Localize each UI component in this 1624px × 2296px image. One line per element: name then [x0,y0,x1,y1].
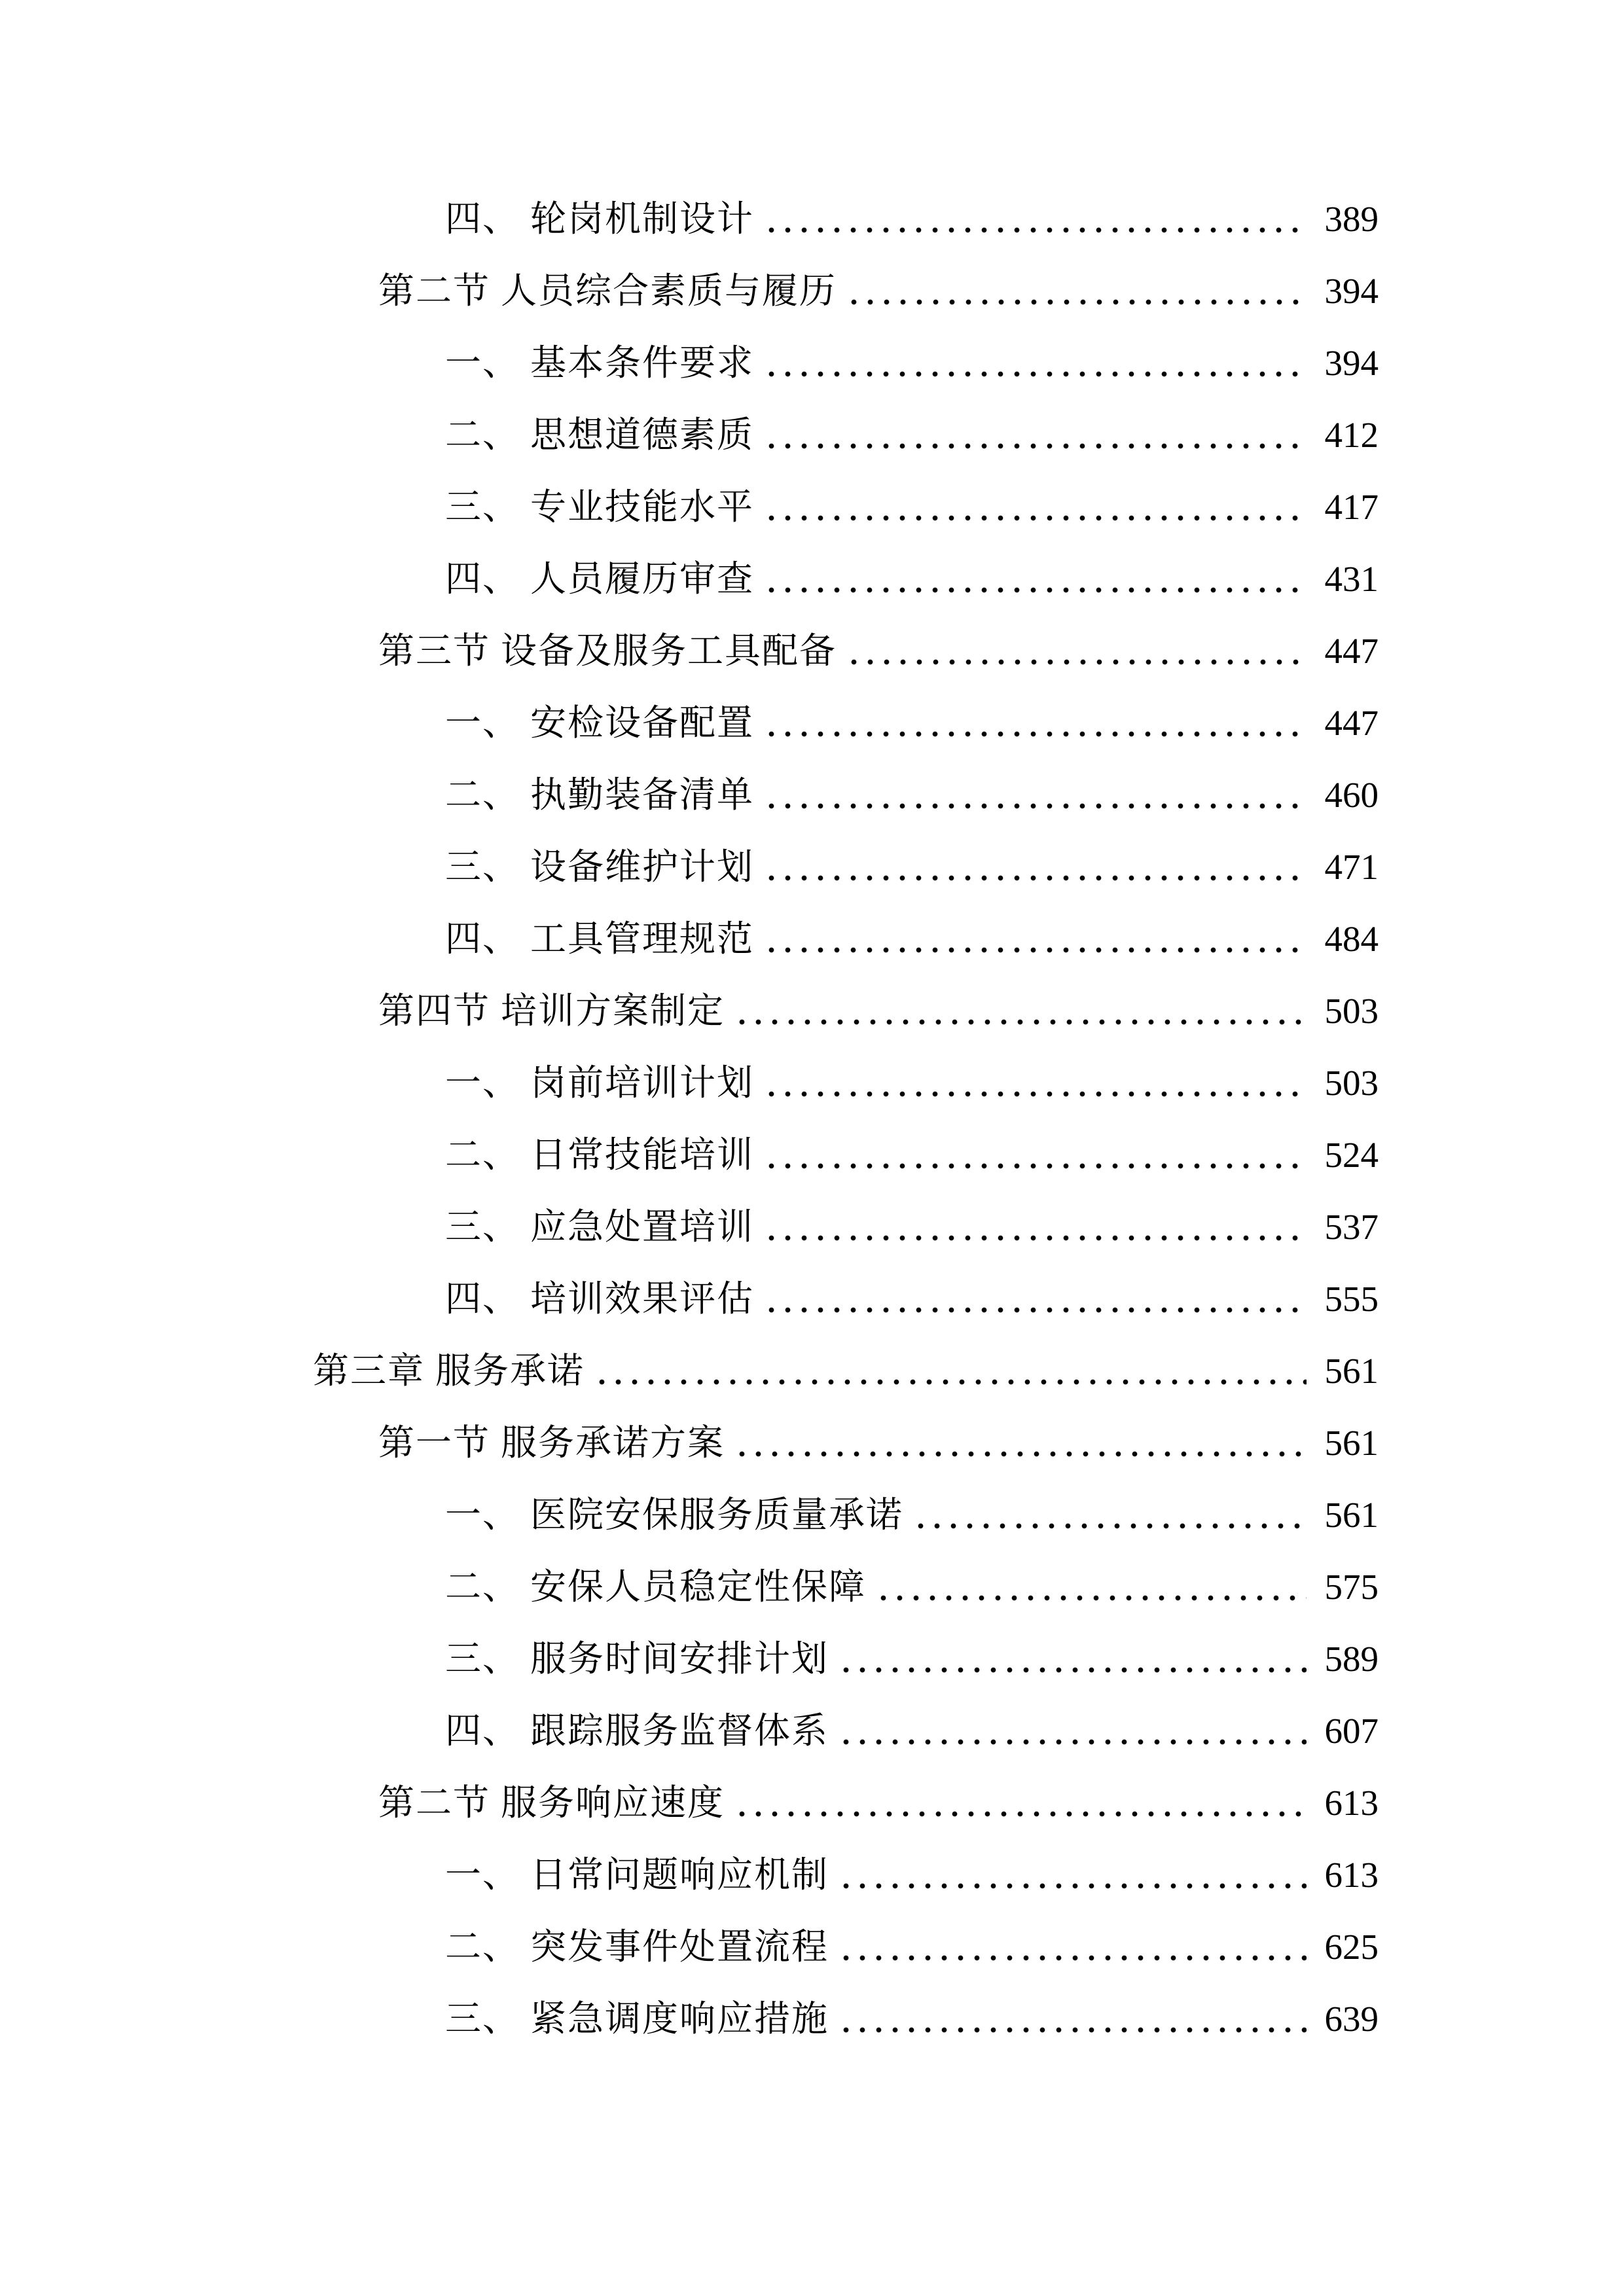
toc-entry-title: 日常问题响应机制 [530,1854,829,1895]
toc-entry-page-number: 613 [1324,1854,1379,1895]
toc-entry-title: 人员综合素质与履历 [501,270,837,311]
dot-leader [763,1163,1307,1169]
toc-entry-item[interactable] [0,1695,1624,1767]
dot-leader [763,587,1307,593]
toc-entry-title: 安保人员稳定性保障 [530,1566,867,1607]
toc-entry-item[interactable] [0,1623,1624,1695]
dot-leader [846,299,1307,305]
toc-entry-title: 日常技能培训 [530,1134,755,1175]
toc-entry-page-number: 589 [1324,1638,1379,1679]
toc-entry-item[interactable] [0,183,1624,255]
toc-entry-number-label: 四、 [445,558,520,599]
toc-entry-page-number: 607 [1324,1710,1379,1751]
toc-entry-title: 医院安保服务质量承诺 [530,1494,904,1535]
toc-entry-item[interactable] [0,687,1624,759]
toc-entry-section[interactable] [0,615,1624,687]
toc-entry-title: 安检设备配置 [530,702,755,743]
dot-leader [734,1019,1307,1025]
toc-entry-section[interactable] [0,255,1624,327]
toc-entry-title: 突发事件处置流程 [530,1926,829,1967]
toc-entry-number-label: 二、 [445,1926,520,1967]
dot-leader [838,2027,1307,2033]
toc-entry-title: 应急处置培训 [530,1206,755,1247]
dot-leader [763,227,1307,233]
toc-entry-title: 紧急调度响应措施 [530,1998,829,2039]
toc-entry-item[interactable] [0,1263,1624,1335]
toc-entry-number-label: 三、 [445,486,520,527]
toc-list [0,183,1624,2054]
dot-leader [763,1307,1307,1313]
toc-entry-number-label: 二、 [445,774,520,815]
toc-entry-page-number: 484 [1324,918,1379,959]
dot-leader [846,659,1307,665]
toc-entry-page-number: 394 [1324,270,1379,311]
toc-entry-title: 岗前培训计划 [530,1062,755,1103]
toc-entry-title: 设备维护计划 [530,846,755,887]
dot-leader [763,515,1307,521]
toc-entry-number-label: 四、 [445,1710,520,1751]
toc-entry-number-label: 三、 [445,846,520,887]
toc-entry-title: 培训方案制定 [501,990,725,1031]
toc-entry-title: 基本条件要求 [530,342,755,383]
toc-entry-item[interactable] [0,1047,1624,1119]
toc-entry-number-label: 一、 [445,1062,520,1103]
toc-entry-number-label: 三、 [445,1638,520,1679]
toc-entry-page-number: 561 [1324,1494,1379,1535]
toc-entry-title: 培训效果评估 [530,1278,755,1319]
toc-entry-item[interactable] [0,327,1624,399]
toc-entry-page-number: 555 [1324,1278,1379,1319]
toc-entry-title: 思想道德素质 [530,414,755,455]
toc-entry-item[interactable] [0,1551,1624,1623]
toc-entry-item[interactable] [0,1839,1624,1910]
toc-entry-item[interactable] [0,759,1624,831]
toc-entry-item[interactable] [0,543,1624,615]
toc-entry-number-label: 三、 [445,1998,520,2039]
dot-leader [875,1595,1307,1601]
dot-leader [734,1811,1307,1817]
dot-leader [838,1883,1307,1889]
toc-entry-title: 专业技能水平 [530,486,755,527]
toc-entry-number-label: 四、 [445,918,520,959]
dot-leader [763,875,1307,881]
dot-leader [763,947,1307,953]
dot-leader [594,1379,1307,1385]
toc-entry-number-label: 第二节 [378,270,491,311]
toc-entry-title: 轮岗机制设计 [530,198,755,239]
dot-leader [763,731,1307,737]
toc-entry-page-number: 431 [1324,558,1379,599]
toc-entry-item[interactable] [0,1910,1624,1982]
toc-entry-title: 设备及服务工具配备 [501,630,837,671]
toc-entry-page-number: 613 [1324,1782,1379,1823]
toc-entry-title: 服务承诺 [435,1350,585,1391]
toc-entry-title: 人员履历审查 [530,558,755,599]
toc-entry-number-label: 三、 [445,1206,520,1247]
toc-entry-page-number: 537 [1324,1206,1379,1247]
toc-entry-title: 跟踪服务监督体系 [530,1710,829,1751]
dot-leader [912,1523,1307,1529]
toc-entry-number-label: 一、 [445,1854,520,1895]
toc-entry-title: 执勤装备清单 [530,774,755,815]
toc-entry-page-number: 394 [1324,342,1379,383]
toc-entry-item[interactable] [0,903,1624,975]
dot-leader [838,1739,1307,1745]
toc-entry-page-number: 625 [1324,1926,1379,1967]
toc-entry-item[interactable] [0,1119,1624,1191]
toc-entry-page-number: 575 [1324,1566,1379,1607]
toc-entry-item[interactable] [0,831,1624,903]
toc-entry-number-label: 第一节 [378,1422,491,1463]
toc-entry-page-number: 417 [1324,486,1379,527]
toc-entry-page-number: 447 [1324,702,1379,743]
toc-entry-number-label: 四、 [445,198,520,239]
toc-entry-page-number: 447 [1324,630,1379,671]
toc-entry-page-number: 561 [1324,1350,1379,1391]
toc-entry-number-label: 一、 [445,342,520,383]
toc-entry-page-number: 471 [1324,846,1379,887]
dot-leader [734,1451,1307,1457]
toc-entry-item[interactable] [0,1191,1624,1263]
toc-entry-chapter[interactable] [0,1335,1624,1407]
toc-entry-page-number: 639 [1324,1998,1379,2039]
toc-entry-number-label: 第三章 [313,1350,425,1391]
toc-entry-section[interactable] [0,1407,1624,1479]
toc-entry-page-number: 412 [1324,414,1379,455]
toc-entry-page-number: 503 [1324,1062,1379,1103]
toc-entry-item[interactable] [0,471,1624,543]
dot-leader [763,443,1307,449]
dot-leader [763,1235,1307,1241]
toc-entry-title: 工具管理规范 [530,918,755,959]
dot-leader [838,1667,1307,1673]
dot-leader [763,1091,1307,1097]
toc-entry-number-label: 二、 [445,414,520,455]
toc-entry-item[interactable] [0,399,1624,471]
toc-entry-section[interactable] [0,1767,1624,1839]
toc-entry-number-label: 第四节 [378,990,491,1031]
toc-entry-page-number: 460 [1324,774,1379,815]
toc-entry-number-label: 第三节 [378,630,491,671]
toc-entry-title: 服务承诺方案 [501,1422,725,1463]
toc-entry-number-label: 一、 [445,1494,520,1535]
toc-entry-section[interactable] [0,975,1624,1047]
toc-entry-number-label: 四、 [445,1278,520,1319]
toc-entry-number-label: 第二节 [378,1782,491,1823]
toc-entry-page-number: 389 [1324,198,1379,239]
dot-leader [763,803,1307,809]
toc-entry-number-label: 一、 [445,702,520,743]
toc-entry-item[interactable] [0,1982,1624,2054]
toc-entry-page-number: 524 [1324,1134,1379,1175]
toc-entry-page-number: 503 [1324,990,1379,1031]
toc-entry-number-label: 二、 [445,1566,520,1607]
toc-entry-title: 服务时间安排计划 [530,1638,829,1679]
dot-leader [838,1955,1307,1961]
toc-entry-page-number: 561 [1324,1422,1379,1463]
toc-entry-title: 服务响应速度 [501,1782,725,1823]
toc-entry-item[interactable] [0,1479,1624,1551]
dot-leader [763,371,1307,377]
toc-entry-number-label: 二、 [445,1134,520,1175]
